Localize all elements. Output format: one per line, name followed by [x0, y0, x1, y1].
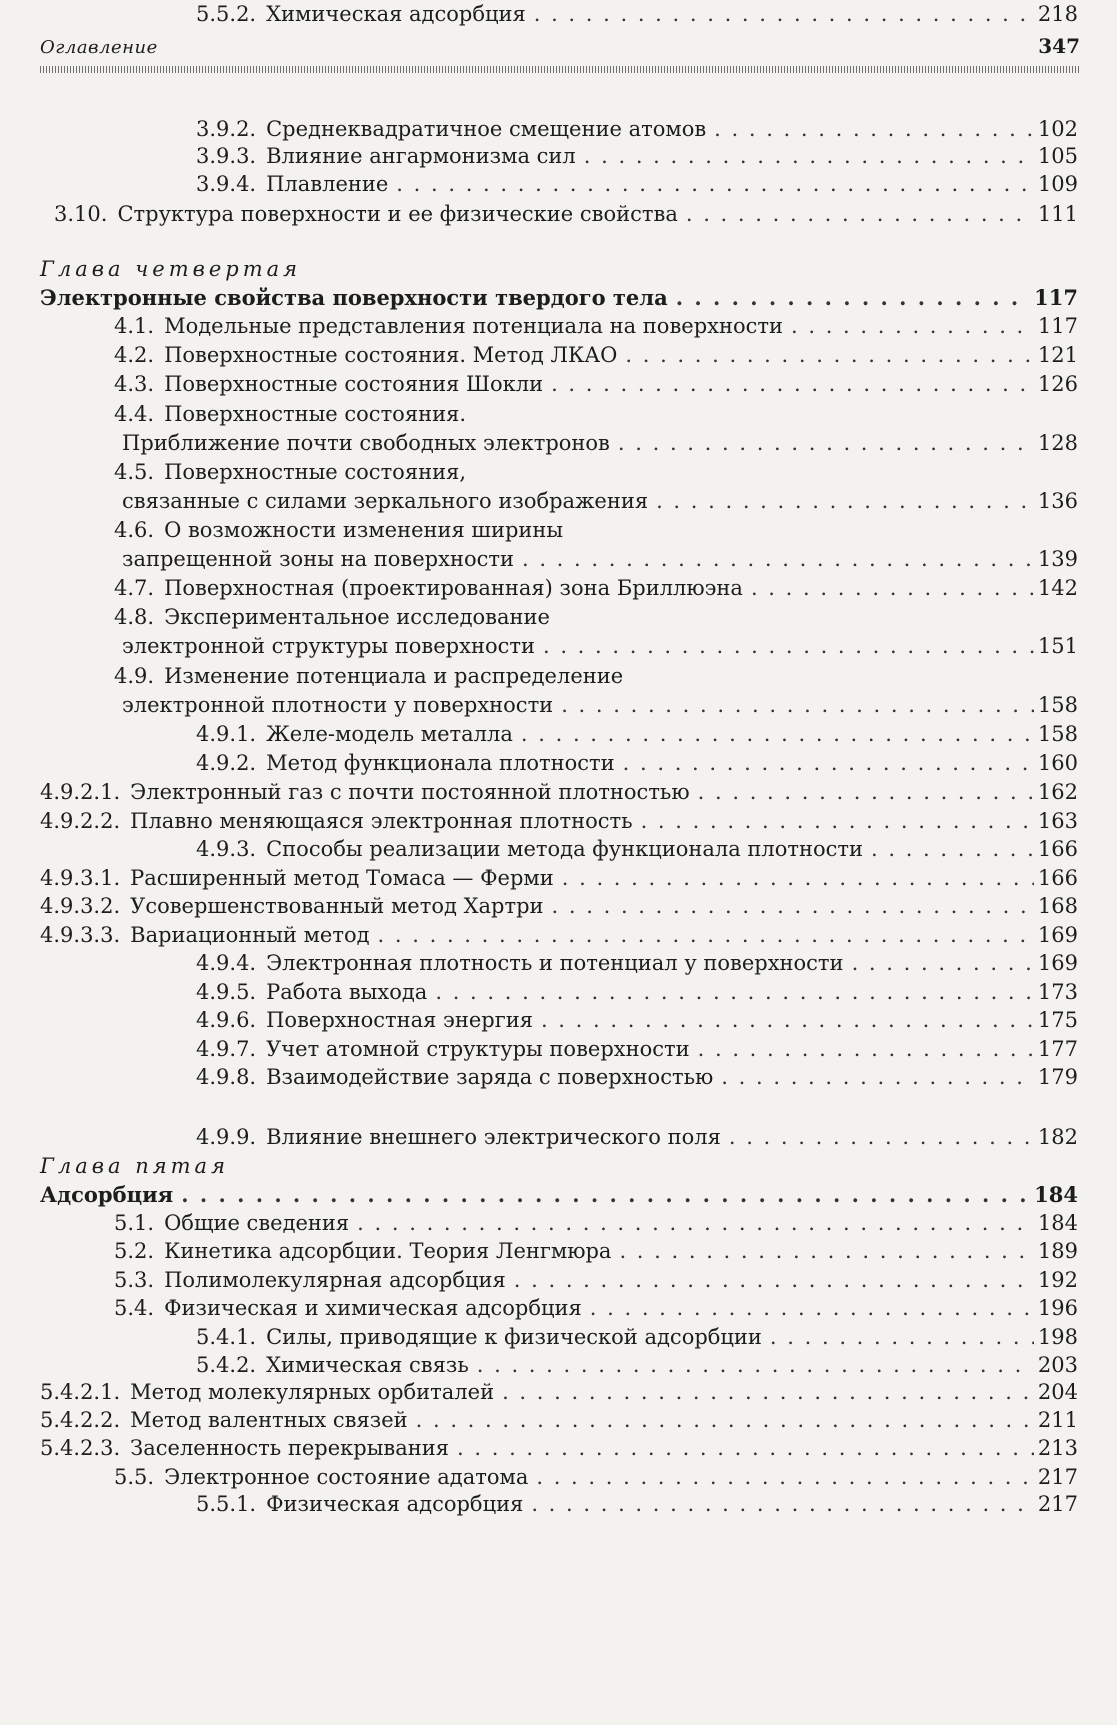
toc-entry-title: Поверхностные состояния,: [164, 460, 466, 484]
toc-entry[interactable]: [114, 312, 1078, 340]
toc-entry-number: 4.9.3.3.: [40, 923, 121, 947]
toc-entry-number: 4.9.7.: [196, 1037, 257, 1061]
toc-entry-continuation[interactable]: [122, 429, 1078, 457]
toc-entry-number: 3.9.3.: [196, 144, 257, 168]
toc-entry[interactable]: [40, 921, 1078, 949]
toc-entry[interactable]: [40, 892, 1078, 920]
toc-entry-page: 128: [1037, 431, 1078, 455]
dot-leader: [477, 1351, 1034, 1379]
toc-entry-page: 203: [1037, 1353, 1078, 1377]
toc-entry-title: Физическая и химическая адсорбция: [164, 1296, 582, 1320]
toc-entry[interactable]: [40, 1434, 1078, 1462]
toc-entry-title: Метод валентных связей: [130, 1408, 408, 1432]
toc-entry-page: 102: [1037, 117, 1078, 141]
dot-leader: [623, 749, 1034, 777]
toc-entry-page: 117: [1034, 285, 1078, 310]
dot-leader: [541, 1006, 1034, 1034]
toc-entry[interactable]: [196, 170, 1078, 198]
toc-entry-number: 4.9.3.: [196, 837, 257, 861]
toc-entry-title: Вариационный метод: [130, 923, 370, 947]
toc-entry-number: 5.4.1.: [196, 1325, 257, 1349]
toc-entry-title-continued: запрещенной зоны на поверхности: [122, 547, 514, 571]
toc-entry-number: 4.7.: [114, 576, 155, 600]
toc-entry-page: 213: [1037, 1436, 1078, 1460]
toc-entry-page: 151: [1037, 634, 1078, 658]
toc-entry[interactable]: [114, 1463, 1078, 1491]
page-number: 347: [1038, 34, 1080, 58]
toc-entry-number: 5.5.1.: [196, 1492, 257, 1516]
toc-entry-title: Полимолекулярная адсорбция: [164, 1268, 506, 1292]
toc-entry-page: 204: [1037, 1380, 1078, 1404]
toc-entry-number: 5.1.: [114, 1211, 155, 1235]
dot-leader: [357, 1209, 1034, 1237]
toc-entry-title-continued: электронной плотности у поверхности: [122, 693, 554, 717]
header-rule: [40, 66, 1080, 73]
dot-leader: [396, 170, 1034, 198]
toc-entry-title: Экспериментальное исследование: [164, 605, 550, 629]
toc-entry-number: 5.3.: [114, 1268, 155, 1292]
toc-entry-number: 4.9.9.: [196, 1125, 257, 1149]
dot-leader: [435, 978, 1034, 1006]
toc-entry-page: 162: [1037, 780, 1078, 804]
toc-entry[interactable]: [114, 370, 1078, 398]
toc-entry-title: Способы реализации метода функционала плотности: [266, 837, 863, 861]
toc-entry-page: 184: [1037, 1211, 1078, 1235]
toc-entry-title: Среднеквадратичное смещение атомов: [266, 117, 707, 141]
toc-entry-title-continued: электронной структуры поверхности: [122, 634, 535, 658]
toc-entry[interactable]: [196, 142, 1078, 170]
toc-entry-page: 198: [1037, 1325, 1078, 1349]
running-head-title: Оглавление: [40, 37, 158, 58]
toc-entry-number: 4.9.1.: [196, 722, 257, 746]
toc-entry-number: 4.9.6.: [196, 1008, 257, 1032]
toc-entry-title: Химическая адсорбция: [266, 2, 526, 26]
toc-entry-title: Силы, приводящие к физической адсорбции: [266, 1325, 762, 1349]
toc-entry[interactable]: [196, 1006, 1078, 1034]
dot-leader: [641, 807, 1034, 835]
toc-entry-page: 179: [1037, 1065, 1078, 1089]
dot-leader: [378, 921, 1034, 949]
toc-entry-page: 166: [1037, 837, 1078, 861]
toc-entry[interactable]: [114, 1209, 1078, 1237]
toc-entry-title: Поверхностные состояния.: [164, 402, 466, 426]
toc-entry-page: 105: [1037, 144, 1078, 168]
toc-entry[interactable]: [196, 1063, 1078, 1091]
toc-entry-title: Электронный газ с почти постоянной плотностью: [130, 780, 690, 804]
toc-entry-number: 4.9.2.2.: [40, 809, 121, 833]
toc-entry[interactable]: [114, 516, 1078, 544]
dot-leader: [552, 892, 1034, 920]
toc-entry-number: 4.9.4.: [196, 951, 257, 975]
dot-leader: [852, 949, 1034, 977]
toc-entry-page: 158: [1037, 722, 1078, 746]
dot-leader: [729, 1123, 1034, 1151]
toc-entry-number: 5.2.: [114, 1239, 155, 1263]
toc-entry[interactable]: [114, 1266, 1078, 1294]
toc-entry-page: 196: [1037, 1296, 1078, 1320]
toc-entry-page: 217: [1037, 1492, 1078, 1516]
toc-entry-page: 160: [1037, 751, 1078, 775]
dot-leader: [521, 720, 1034, 748]
dot-leader: [618, 429, 1034, 457]
toc-entry-title: Поверхностные состояния. Метод ЛКАО: [164, 343, 618, 367]
toc-entry[interactable]: [196, 115, 1078, 143]
toc-entry-number: 4.3.: [114, 372, 155, 396]
dot-leader: [871, 835, 1034, 863]
toc-entry-title: Электронная плотность и потенциал у поверхности: [266, 951, 844, 975]
toc-entry-page: 169: [1037, 951, 1078, 975]
toc-entry-continuation[interactable]: [122, 487, 1078, 515]
toc-entry-page: 142: [1037, 576, 1078, 600]
dot-leader: [543, 632, 1034, 660]
toc-entry[interactable]: [196, 749, 1078, 777]
dot-leader: [416, 1406, 1034, 1434]
toc-entry-page: 173: [1037, 980, 1078, 1004]
dot-leader: [698, 778, 1034, 806]
dot-leader: [561, 691, 1034, 719]
toc-entry-number: 5.5.2.: [196, 2, 257, 26]
toc-entry-number: 5.4.2.2.: [40, 1408, 121, 1432]
toc-entry-number: 5.4.: [114, 1296, 155, 1320]
toc-entry[interactable]: [196, 1351, 1078, 1379]
dot-leader: [562, 864, 1034, 892]
toc-entry-title: Физическая адсорбция: [266, 1492, 524, 1516]
toc-entry-page: 139: [1037, 547, 1078, 571]
toc-entry-number: 3.10.: [54, 202, 108, 226]
toc-entry[interactable]: [114, 458, 1078, 486]
toc-entry-number: 4.9.3.2.: [40, 894, 121, 918]
toc-entry-title: Усовершенствованный метод Хартри: [130, 894, 544, 918]
dot-leader: [686, 200, 1034, 228]
toc-entry[interactable]: [40, 864, 1078, 892]
chapter-label: Глава пятая: [40, 1154, 229, 1178]
toc-entry-number: 5.4.2.1.: [40, 1380, 121, 1404]
dot-leader: [698, 1035, 1034, 1063]
toc-entry[interactable]: [196, 1123, 1078, 1151]
toc-entry-number: 4.5.: [114, 460, 155, 484]
dot-leader: [625, 341, 1034, 369]
toc-entry-title: Плавление: [266, 172, 389, 196]
toc-entry-page: 218: [1037, 2, 1078, 26]
toc-entry-page: 168: [1037, 894, 1078, 918]
toc-entry-title: Структура поверхности и ее физические свойства: [117, 202, 678, 226]
toc-entry-continuation[interactable]: [122, 632, 1078, 660]
dot-leader: [534, 0, 1034, 28]
dot-leader: [751, 574, 1034, 602]
toc-entry-number: 3.9.4.: [196, 172, 257, 196]
toc-entry-page: 217: [1037, 1465, 1078, 1489]
dot-leader: [791, 312, 1034, 340]
toc-entry-title: Расширенный метод Томаса — Ферми: [130, 866, 554, 890]
toc-entry-page: 158: [1037, 693, 1078, 717]
toc-entry-title: Изменение потенциала и распределение: [164, 664, 624, 688]
toc-entry[interactable]: [114, 400, 1078, 428]
toc-entry-page: 163: [1037, 809, 1078, 833]
toc-entry-number: 4.6.: [114, 518, 155, 542]
dot-leader: [522, 545, 1034, 573]
toc-entry-title: Метод функционала плотности: [266, 751, 615, 775]
toc-entry-title: Общие сведения: [164, 1211, 350, 1235]
toc-entry-page: 117: [1037, 314, 1078, 338]
dot-leader: [551, 370, 1034, 398]
toc-entry-number: 4.2.: [114, 343, 155, 367]
chapter-label: Глава четвертая: [40, 257, 302, 281]
toc-entry[interactable]: [196, 1323, 1078, 1351]
dot-leader: [584, 142, 1034, 170]
toc-entry[interactable]: [40, 1406, 1078, 1434]
toc-entry-title: Кинетика адсорбции. Теория Ленгмюра: [164, 1239, 612, 1263]
toc-entry-page: 136: [1037, 489, 1078, 513]
toc-entry-number: 4.9.5.: [196, 980, 257, 1004]
toc-entry-title: Поверхностная (проектированная) зона Бриллюэна: [164, 576, 743, 600]
toc-entry-title: Химическая связь: [266, 1353, 469, 1377]
toc-entry[interactable]: [114, 1237, 1078, 1265]
toc-entry-number: 4.9.2.1.: [40, 780, 121, 804]
toc-entry-number: 3.9.2.: [196, 117, 257, 141]
toc-entry-title: Работа выхода: [266, 980, 428, 1004]
toc-entry-page: 184: [1034, 1182, 1078, 1207]
toc-entry[interactable]: [196, 978, 1078, 1006]
toc-entry[interactable]: [40, 778, 1078, 806]
toc-entry[interactable]: [196, 720, 1078, 748]
toc-entry[interactable]: [114, 1294, 1078, 1322]
toc-entry-page: 175: [1037, 1008, 1078, 1032]
toc-entry-page: 177: [1037, 1037, 1078, 1061]
toc-entry[interactable]: [40, 1181, 1078, 1209]
toc-entry[interactable]: [114, 574, 1078, 602]
toc-entry-continuation[interactable]: [122, 545, 1078, 573]
dot-leader: [721, 1063, 1034, 1091]
toc-entry-number: 4.8.: [114, 605, 155, 629]
dot-leader: [656, 487, 1034, 515]
toc-entry[interactable]: [114, 662, 1078, 690]
toc-entry-title-continued: Приближение почти свободных электронов: [122, 431, 610, 455]
toc-entry-page: 169: [1037, 923, 1078, 947]
toc-entry[interactable]: [40, 284, 1078, 312]
toc-entry-title: Заселенность перекрывания: [130, 1436, 450, 1460]
toc-entry-page: 111: [1037, 202, 1078, 226]
dot-leader: [676, 284, 1030, 312]
toc-entry[interactable]: [114, 603, 1078, 631]
toc-entry[interactable]: [114, 341, 1078, 369]
toc-entry[interactable]: [40, 1378, 1078, 1406]
toc-entry[interactable]: [196, 1490, 1078, 1518]
toc-entry-title: Поверхностная энергия: [266, 1008, 533, 1032]
toc-entry-page: 182: [1037, 1125, 1078, 1149]
toc-entry-page: 166: [1037, 866, 1078, 890]
toc-entry-number: 5.4.2.3.: [40, 1436, 121, 1460]
toc-entry-number: 4.4.: [114, 402, 155, 426]
toc-entry-title: Адсорбция: [40, 1182, 174, 1207]
toc-entry-number: 4.1.: [114, 314, 155, 338]
dot-leader: [536, 1463, 1034, 1491]
toc-entry-title: Влияние ангармонизма сил: [266, 144, 576, 168]
toc-entry-number: 5.5.: [114, 1465, 155, 1489]
toc-entry-title: Плавно меняющаяся электронная плотность: [130, 809, 633, 833]
toc-entry-number: 4.9.3.1.: [40, 866, 121, 890]
dot-leader: [619, 1237, 1033, 1265]
toc-entry-title: Учет атомной структуры поверхности: [266, 1037, 690, 1061]
toc-entry-title-continued: связанные с силами зеркального изображения: [122, 489, 649, 513]
dot-leader: [514, 1266, 1034, 1294]
toc-entry-title: Электронное состояние адатома: [164, 1465, 529, 1489]
dot-leader: [770, 1323, 1034, 1351]
toc-entry[interactable]: [196, 835, 1078, 863]
toc-entry-page: 211: [1037, 1408, 1078, 1432]
toc-entry-title: Взаимодействие заряда с поверхностью: [266, 1065, 714, 1089]
toc-entry-number: 4.9.2.: [196, 751, 257, 775]
toc-entry-page: 126: [1037, 372, 1078, 396]
toc-entry-title: Желе-модель металла: [266, 722, 513, 746]
toc-entry[interactable]: [196, 1035, 1078, 1063]
toc-entry-title: Влияние внешнего электрического поля: [266, 1125, 721, 1149]
toc-entry-number: 4.9.: [114, 664, 155, 688]
dot-leader: [590, 1294, 1034, 1322]
dot-leader: [502, 1378, 1034, 1406]
toc-entry-number: 4.9.8.: [196, 1065, 257, 1089]
toc-entry-title: О возможности изменения ширины: [164, 518, 564, 542]
toc-entry-title: Электронные свойства поверхности твердого тела: [40, 285, 668, 310]
toc-entry-title: Поверхностные состояния Шокли: [164, 372, 544, 396]
toc-entry-number: 5.4.2.: [196, 1353, 257, 1377]
toc-entry[interactable]: [40, 807, 1078, 835]
toc-entry-page: 192: [1037, 1268, 1078, 1292]
toc-entry[interactable]: [196, 949, 1078, 977]
toc-entry-title: Модельные представления потенциала на поверхности: [164, 314, 783, 338]
toc-entry[interactable]: [196, 0, 1078, 28]
running-head: [40, 34, 1080, 58]
toc-entry-page: 109: [1037, 172, 1078, 196]
toc-entry-page: 121: [1037, 343, 1078, 367]
dot-leader: [714, 115, 1034, 143]
dot-leader: [457, 1434, 1034, 1462]
toc-entry-title: Метод молекулярных орбиталей: [130, 1380, 495, 1404]
dot-leader: [531, 1490, 1034, 1518]
toc-entry[interactable]: [54, 200, 1078, 228]
toc-entry-page: 189: [1037, 1239, 1078, 1263]
dot-leader: [181, 1181, 1030, 1209]
toc-entry-continuation[interactable]: [122, 691, 1078, 719]
